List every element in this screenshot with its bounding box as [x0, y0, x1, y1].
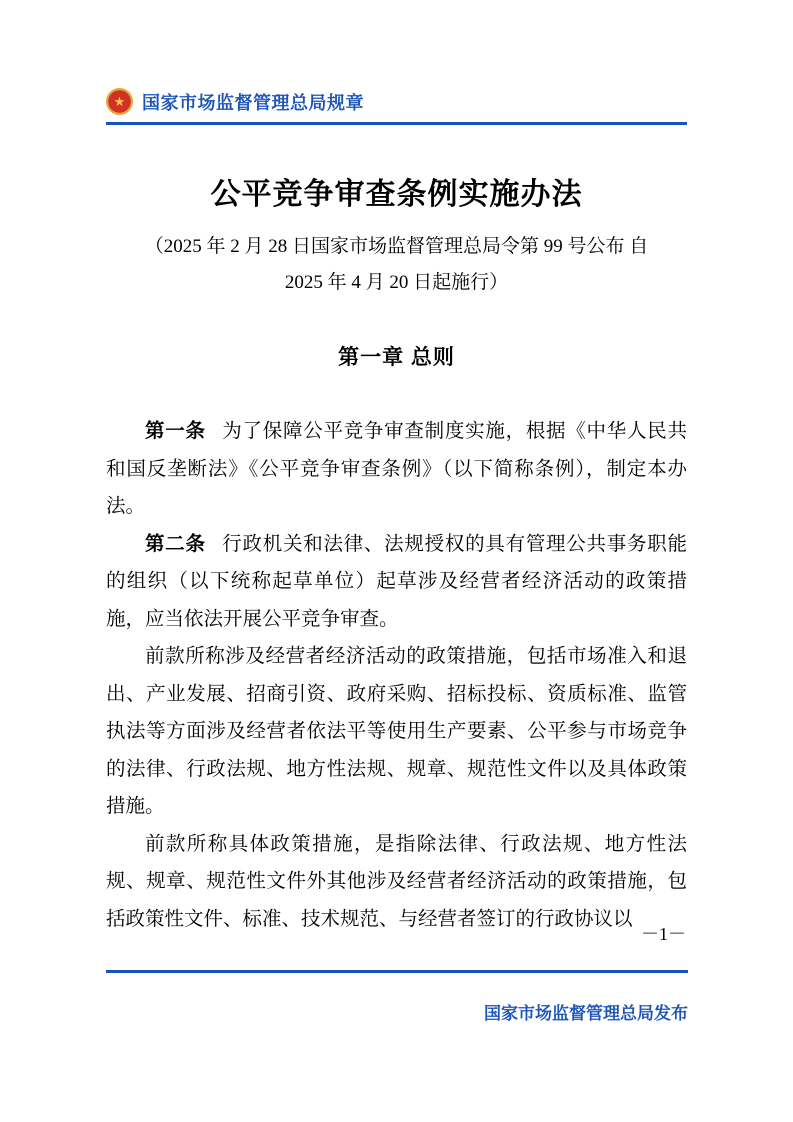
national-emblem-icon [106, 88, 133, 115]
document-title: 公平竞争审查条例实施办法 [210, 178, 583, 211]
publisher-label: 国家市场监督管理总局发布 [484, 1004, 688, 1023]
article-paragraph-1 [106, 413, 687, 526]
document-main [106, 169, 687, 938]
article-text-1: 为了保障公平竞争审查制度实施，根据《中华人民共和国反垄断法》《公平竞争审查条例》（以下简称条例），制定本办法。 [106, 421, 687, 517]
chapter-heading: 第一章 总则 [338, 346, 455, 369]
body-paragraph-3 [106, 638, 687, 826]
article-text-2: 行政机关和法律、法规授权的具有管理公共事务职能的组织（以下统称起草单位）起草涉及经营者经济活动的政策措施，应当依法开展公平竞争审查。 [106, 533, 687, 630]
page-number: －1－ [641, 924, 686, 944]
promulgation-line-2: 2025 年 4 月 20 日起施行） [284, 272, 509, 293]
promulgation-note [106, 229, 687, 301]
body-text-4: 前款所称具体政策措施，是指除法律、行政法规、地方性法规、规章、规范性文件外其他涉及经营者经济活动的政策措施，包括政策性文件、标准、技术规范、与经营者签订的行政协议以 [106, 833, 687, 930]
footer [106, 920, 688, 1024]
article-paragraph-2 [106, 526, 687, 639]
header [106, 0, 687, 125]
header-agency-label: 国家市场监督管理总局规章 [142, 92, 364, 113]
article-label-2: 第二条 [145, 532, 206, 555]
footer-divider [106, 970, 688, 973]
document-body [106, 413, 687, 938]
body-text-3: 前款所称涉及经营者经济活动的政策措施，包括市场准入和退出、产业发展、招商引资、政府采购、招标投标、资质标准、监管执法等方面涉及经营者依法平等使用生产要素、公平参与市场竞争的法律、行政法规、地方性法规、规章、规范性文件以及具体政策措施。 [106, 646, 687, 817]
header-divider [106, 122, 687, 125]
header-row [106, 88, 687, 115]
promulgation-line-1: （2025 年 2 月 28 日国家市场监督管理总局令第 99 号公布 自 [144, 236, 649, 257]
article-label-1: 第一条 [145, 420, 206, 442]
